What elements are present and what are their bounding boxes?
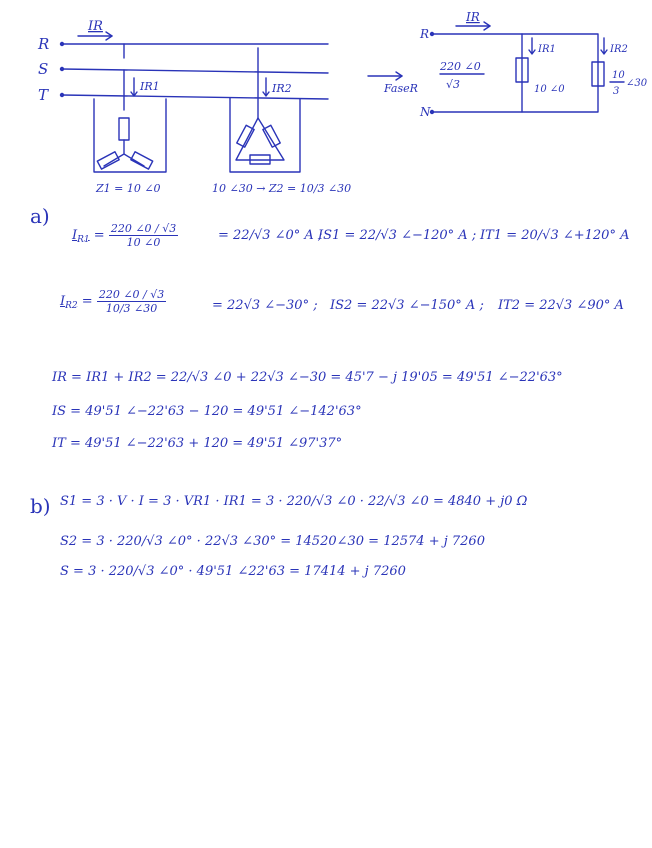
eq-source-num: 220 ∠0: [440, 60, 481, 73]
current-ir2-label: IR2: [272, 82, 292, 95]
it-total: IT = 49'51 ∠−22'63 + 120 = 49'51 ∠97'37°: [52, 436, 343, 451]
it1-result: IT1 = 20/√3 ∠+120° A: [480, 228, 630, 243]
current-ir1-label: IR1: [140, 80, 160, 93]
z1-label: Z1 = 10 ∠0: [96, 182, 161, 195]
ir1-result: = 22/√3 ∠0° A ;: [218, 228, 323, 243]
eq-z1: 10 ∠0: [534, 84, 565, 95]
z2-label: 10 ∠30 → Z2 = 10/3 ∠30: [212, 182, 352, 195]
eq-z2-num: 10: [612, 70, 625, 81]
eq-source-den: √3: [446, 78, 461, 91]
load1-star: [94, 44, 166, 172]
fase-label: FaseR: [384, 82, 418, 95]
is1-result: IS1 = 22/√3 ∠−120° A ;: [318, 228, 477, 243]
load2-delta: [230, 48, 300, 172]
eq-n-label: N: [420, 105, 431, 119]
current-ir-label: IR: [88, 19, 103, 34]
s1-line: S1 = 3 · V · I = 3 · VR1 · IR1 = 3 · 220/√3 ∠0 · 22/√3 ∠0 = 4840 + j0 Ω: [60, 494, 528, 509]
ir-total: IR = IR1 + IR2 = 22/√3 ∠0 + 22√3 ∠−30 = 45'7 − j 19'05 = 49'51 ∠−22'63°: [52, 370, 563, 385]
eq-r-label: R: [420, 27, 430, 41]
phase-s-label: S: [38, 60, 49, 78]
it2-result: IT2 = 22√3 ∠90° A: [498, 298, 624, 313]
eq-z2-den: 3: [613, 86, 620, 97]
phase-t-label: T: [38, 86, 49, 104]
is-total: IS = 49'51 ∠−22'63 − 120 = 49'51 ∠−142'63°: [52, 404, 362, 419]
s-line: S = 3 · 220/√3 ∠0° · 49'51 ∠22'63 = 17414 + j 7260: [60, 564, 406, 579]
eq-ir-label: IR: [466, 10, 480, 24]
ir2-block: $I_{R2}$ = $\frac{220 \angle 0 / √3}{10/3 \angle 30}$: [60, 288, 165, 315]
ir1-block: $I_{R1}$ = $\frac{220 \angle 0 / √3}{10 \angle 0}$: [72, 222, 177, 249]
eq-ir1-label: IR1: [538, 44, 556, 55]
is2-result: IS2 = 22√3 ∠−150° A ;: [330, 298, 484, 313]
section-a-label: a): [30, 204, 50, 228]
s2-line: S2 = 3 · 220/√3 ∠0° · 22√3 ∠30° = 14520∠30 = 12574 + j 7260: [60, 534, 485, 549]
phase-r-label: R: [38, 35, 50, 53]
eq-ir2-label: IR2: [610, 44, 628, 55]
ir2-result: = 22√3 ∠−30° ;: [212, 298, 318, 313]
section-b-label: b): [30, 494, 51, 518]
eq-z2-angle: ∠30: [626, 78, 648, 89]
